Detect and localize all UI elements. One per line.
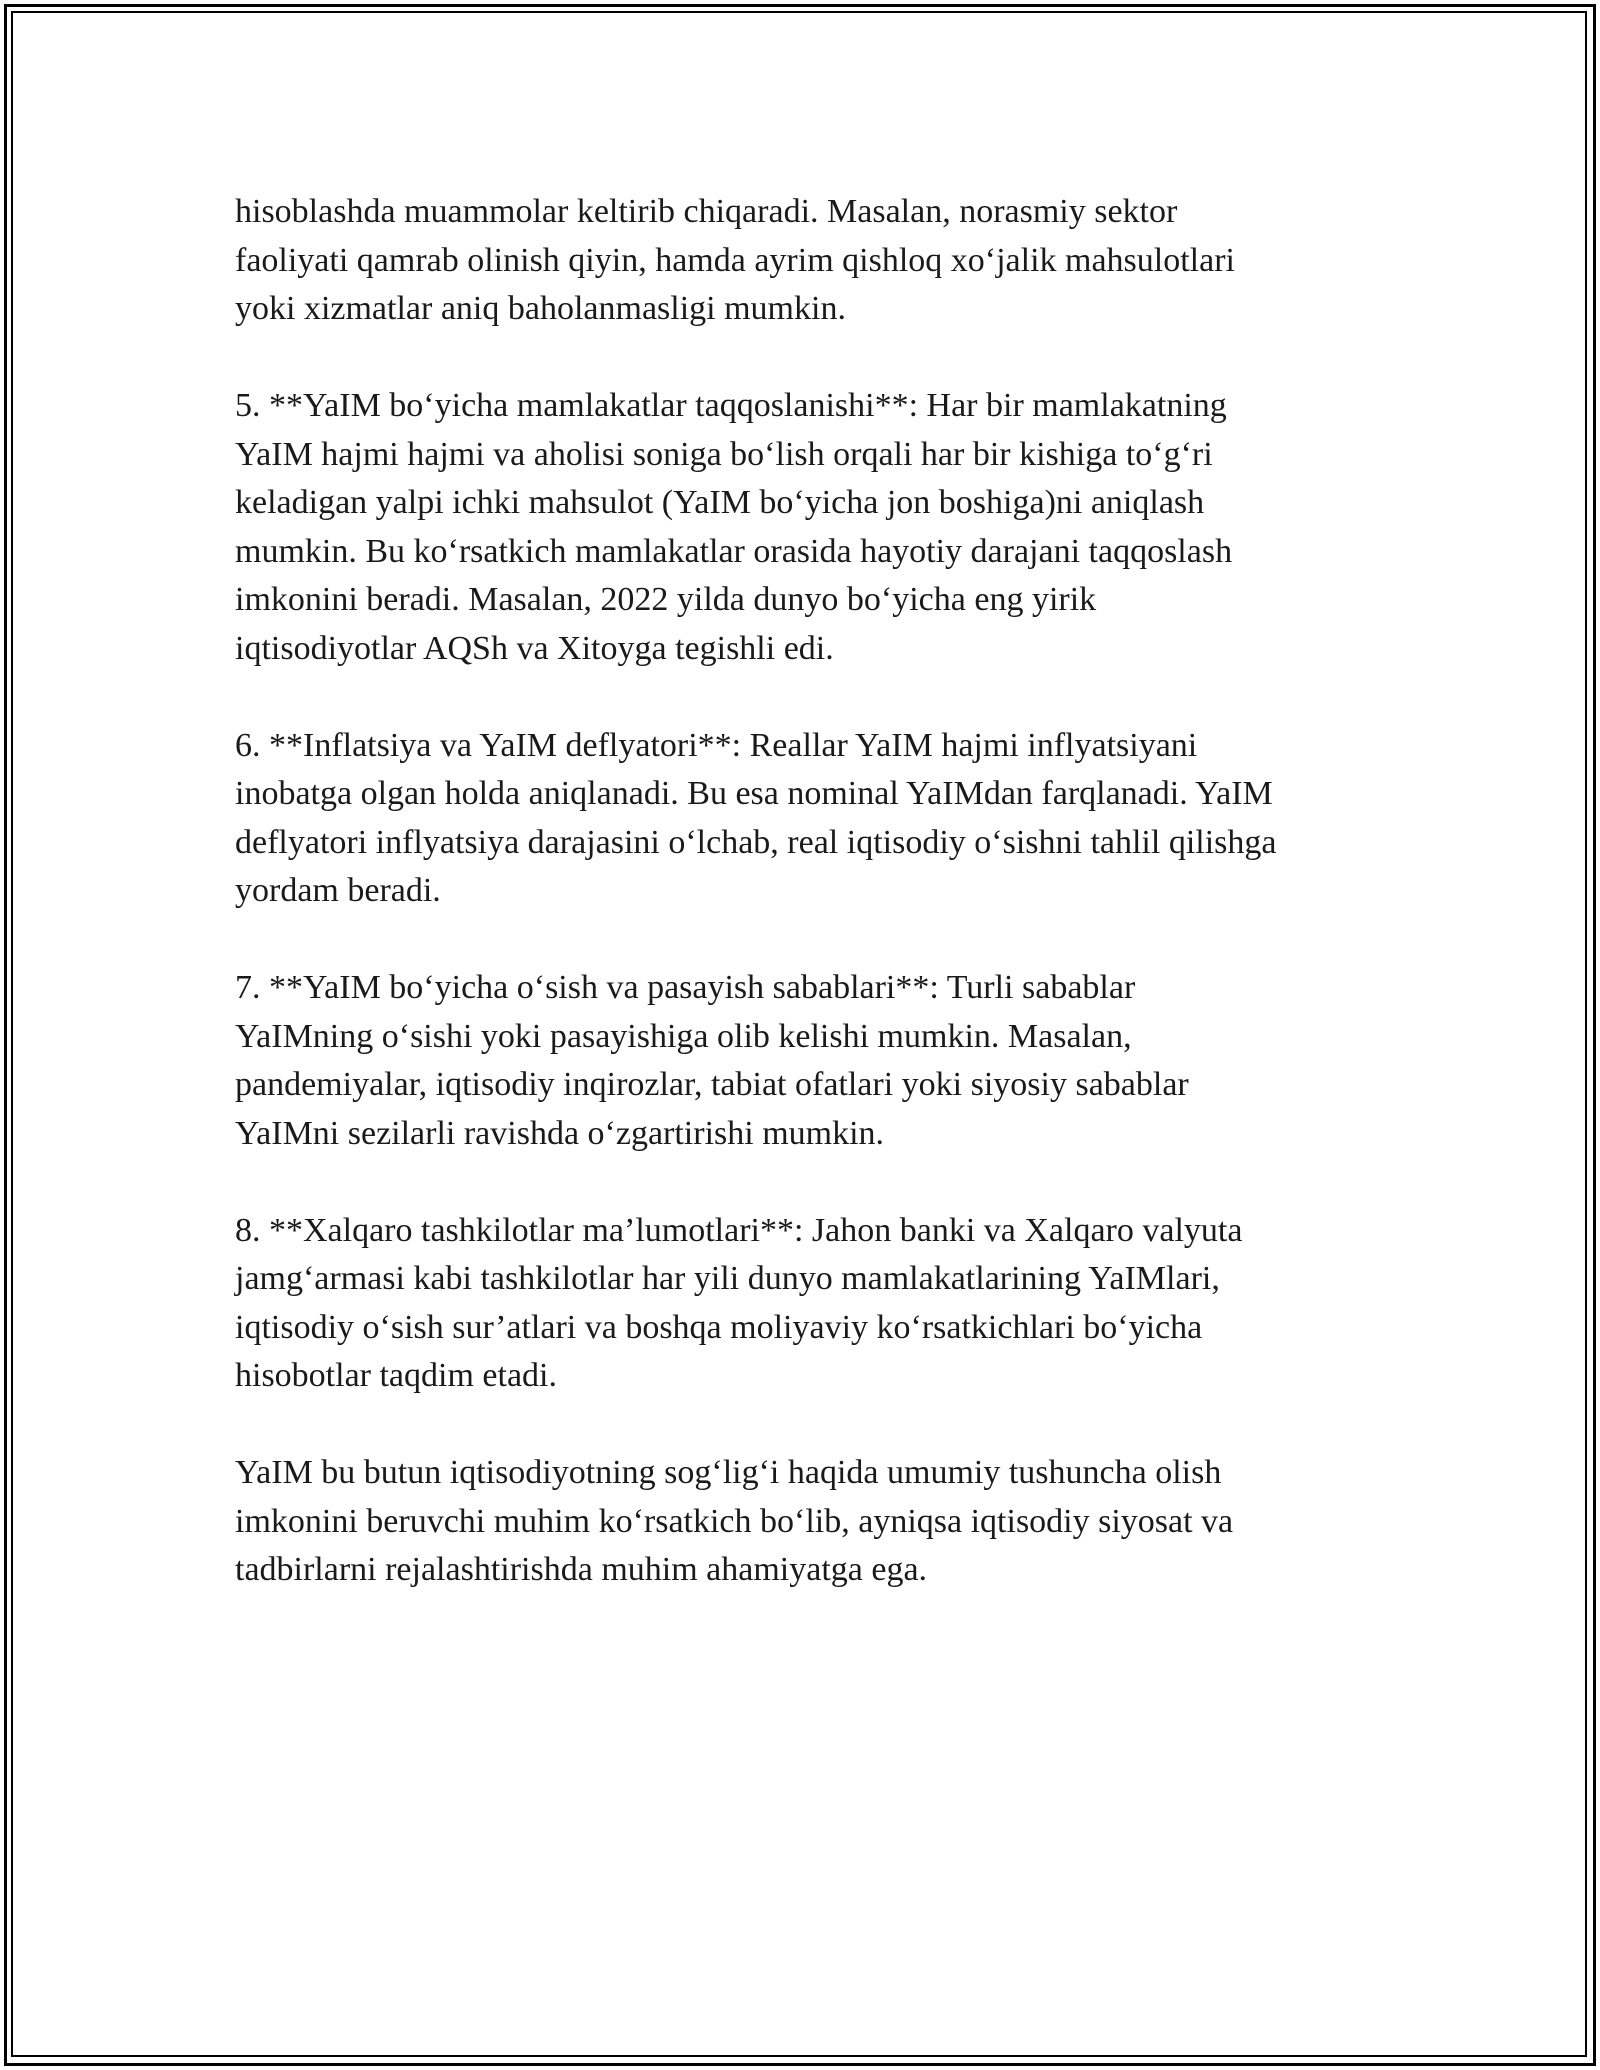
text-line: imkonini beradi. Masalan, 2022 yilda dunyo bo‘yicha eng yirik xyxy=(235,581,1097,618)
paragraph-conclusion xyxy=(235,1449,1385,1595)
text-line: 7. **YaIM bo‘yicha o‘sish va pasayish sabablari**: Turli sabablar xyxy=(235,969,1136,1006)
text-line: yordam beradi. xyxy=(235,872,441,909)
text-line: imkonini beruvchi muhim ko‘rsatkich bo‘lib, ayniqsa iqtisodiy siyosat va xyxy=(235,1502,1234,1540)
text-line: YaIMni sezilarli ravishda o‘zgartirishi mumkin. xyxy=(235,1114,885,1152)
paragraph-item-6 xyxy=(235,722,1385,916)
paragraph-item-8 xyxy=(235,1207,1385,1401)
text-line: YaIMning o‘sishi yoki pasayishiga olib kelishi mumkin. Masalan, xyxy=(235,1017,1132,1055)
text-line: pandemiyalar, iqtisodiy inqirozlar, tabiat ofatlari yoki siyosiy sabablar xyxy=(235,1066,1189,1103)
text-line: faoliyati qamrab olinish qiyin, hamda ayrim qishloq xo‘jalik mahsulotlari xyxy=(235,241,1235,279)
text-line: mumkin. Bu ko‘rsatkich mamlakatlar orasida hayotiy darajani taqqoslash xyxy=(235,532,1233,570)
document-body xyxy=(235,188,1385,1643)
text-line: hisobotlar taqdim etadi. xyxy=(235,1357,557,1394)
text-line: jamg‘armasi kabi tashkilotlar har yili dunyo mamlakatlarining YaIMlari, xyxy=(235,1260,1220,1297)
paragraph-item-7 xyxy=(235,964,1385,1158)
text-line: YaIM bu butun iqtisodiyotning sog‘lig‘i haqida umumiy tushuncha olish xyxy=(235,1454,1222,1491)
paragraph-item-5 xyxy=(235,382,1385,673)
paragraph-intro-continuation xyxy=(235,188,1385,334)
text-line: 5. **YaIM bo‘yicha mamlakatlar taqqoslanishi**: Har bir mamlakatning xyxy=(235,387,1227,424)
text-line: iqtisodiyotlar AQSh va Xitoyga tegishli edi. xyxy=(235,629,834,667)
text-line: hisoblashda muammolar keltirib chiqaradi. Masalan, norasmiy sektor xyxy=(235,193,1178,230)
text-line: tadbirlarni rejalashtirishda muhim ahamiyatga ega. xyxy=(235,1551,928,1588)
text-line: YaIM hajmi hajmi va aholisi soniga bo‘lish orqali har bir kishiga to‘g‘ri xyxy=(235,435,1213,473)
text-line: inobatga olgan holda aniqlanadi. Bu esa nominal YaIMdan farqlanadi. YaIM xyxy=(235,775,1273,812)
text-line: 8. **Xalqaro tashkilotlar ma’lumotlari**: Jahon banki va Xalqaro valyuta xyxy=(235,1211,1243,1249)
text-line: iqtisodiy o‘sish sur’atlari va boshqa moliyaviy ko‘rsatkichlari bo‘yicha xyxy=(235,1308,1203,1346)
text-line: deflyatori inflyatsiya darajasini o‘lchab, real iqtisodiy o‘sishni tahlil qilishga xyxy=(235,823,1277,861)
text-line: keladigan yalpi ichki mahsulot (YaIM bo‘yicha jon boshiga)ni aniqlash xyxy=(235,484,1205,521)
text-line: 6. **Inflatsiya va YaIM deflyatori**: Reallar YaIM hajmi inflyatsiyani xyxy=(235,726,1198,764)
text-line: yoki xizmatlar aniq baholanmasligi mumkin. xyxy=(235,290,846,327)
